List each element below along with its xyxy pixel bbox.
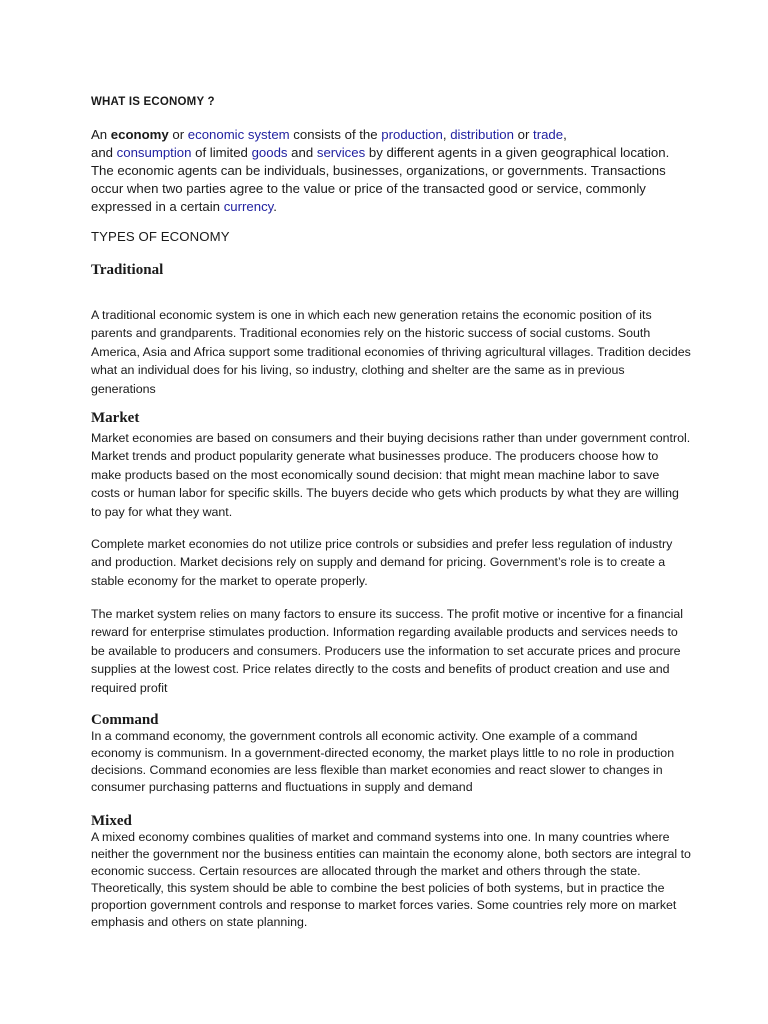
intro-paragraph xyxy=(91,126,691,216)
intro-link[interactable]: services xyxy=(316,145,366,160)
intro-link[interactable]: goods xyxy=(251,145,288,160)
intro-text: or xyxy=(168,127,188,142)
intro-link[interactable]: distribution xyxy=(450,127,514,142)
traditional-paragraph: A traditional economic system is one in which each new generation retains the economic position of its parents and grandparents. Traditional economies rely on the historic success of social customs. South America, Asia and Africa support some traditional economies of thriving agricultural villages. Tradition decides what an individual does for his living, so industry, clothing and shelter are the same as in previous generations xyxy=(91,308,691,396)
intro-text: and xyxy=(287,145,317,160)
page-title: WHAT IS ECONOMY ? xyxy=(91,96,215,108)
mixed-paragraph: A mixed economy combines qualities of market and command systems into one. In many countries where neither the government nor the business entities can maintain the economy alone, both sectors are integral to economic success. Certain resources are allocated through the market and others through the state. Theoretically, this system should be able to combine the best policies of both systems, but in practice the proportion government controls and response to market forces varies. Some countries rely more on market emphasis and others on state planning. xyxy=(91,830,691,929)
intro-link[interactable]: production xyxy=(381,127,443,142)
intro-text: by different agents in a given geographical location. The economic agents can be individuals, businesses, organizations, or governments. Transactions occur when two parties agree to the value or price of the transacted good or service, commonly expressed in a certain xyxy=(91,145,670,214)
intro-text: of limited xyxy=(191,145,252,160)
intro-link[interactable]: economic system xyxy=(187,127,290,142)
section-title-command: Command xyxy=(91,712,159,728)
command-paragraph: In a command economy, the government controls all economic activity. One example of a command economy is communism. In a government-directed economy, the market plays little to no role in production decisions. Command economies are less flexible than market economies and react slower to changes in consumer purchasing patterns and fluctuations in supply and demand xyxy=(91,729,675,794)
section-title-traditional: Traditional xyxy=(91,262,164,278)
intro-text: or xyxy=(513,127,534,142)
intro-text: . xyxy=(273,199,277,214)
types-heading: TYPES OF ECONOMY xyxy=(91,229,230,244)
intro-link[interactable]: currency xyxy=(223,199,274,214)
section-title-mixed: Mixed xyxy=(91,813,132,829)
intro-text: , xyxy=(442,127,451,142)
intro-text: and xyxy=(91,145,117,160)
market-paragraph-1: Market economies are based on consumers and their buying decisions rather than under government control. Market trends and product popularity generate what businesses produce. The producers choose how to make products based on the most economically sound decision: that might mean machine labor to save costs or human labor for specific skills. The buyers decide who gets which products by what they are willing to pay for what they want. xyxy=(91,431,691,519)
intro-bold-term: economy xyxy=(110,127,169,142)
intro-link[interactable]: consumption xyxy=(116,145,192,160)
intro-text: , xyxy=(563,127,567,142)
market-paragraph-3: The market system relies on many factors to ensure its success. The profit motive or incentive for a financial reward for enterprise stimulates production. Information regarding available products and services needs to be available to producers and consumers. Producers use the information to set accurate prices and procure supplies at the lowest cost. Price relates directly to the costs and benefits of product creation and use and required profit xyxy=(91,607,684,695)
intro-link[interactable]: trade xyxy=(533,127,564,142)
intro-text: consists of the xyxy=(289,127,382,142)
market-paragraph-2: Complete market economies do not utilize price controls or subsidies and prefer less regulation of industry and production. Market decisions rely on supply and demand for pricing. Government’s role is to create a stable economy for the market to operate properly. xyxy=(91,537,673,588)
intro-text: An xyxy=(91,127,111,142)
section-title-market: Market xyxy=(91,410,140,426)
